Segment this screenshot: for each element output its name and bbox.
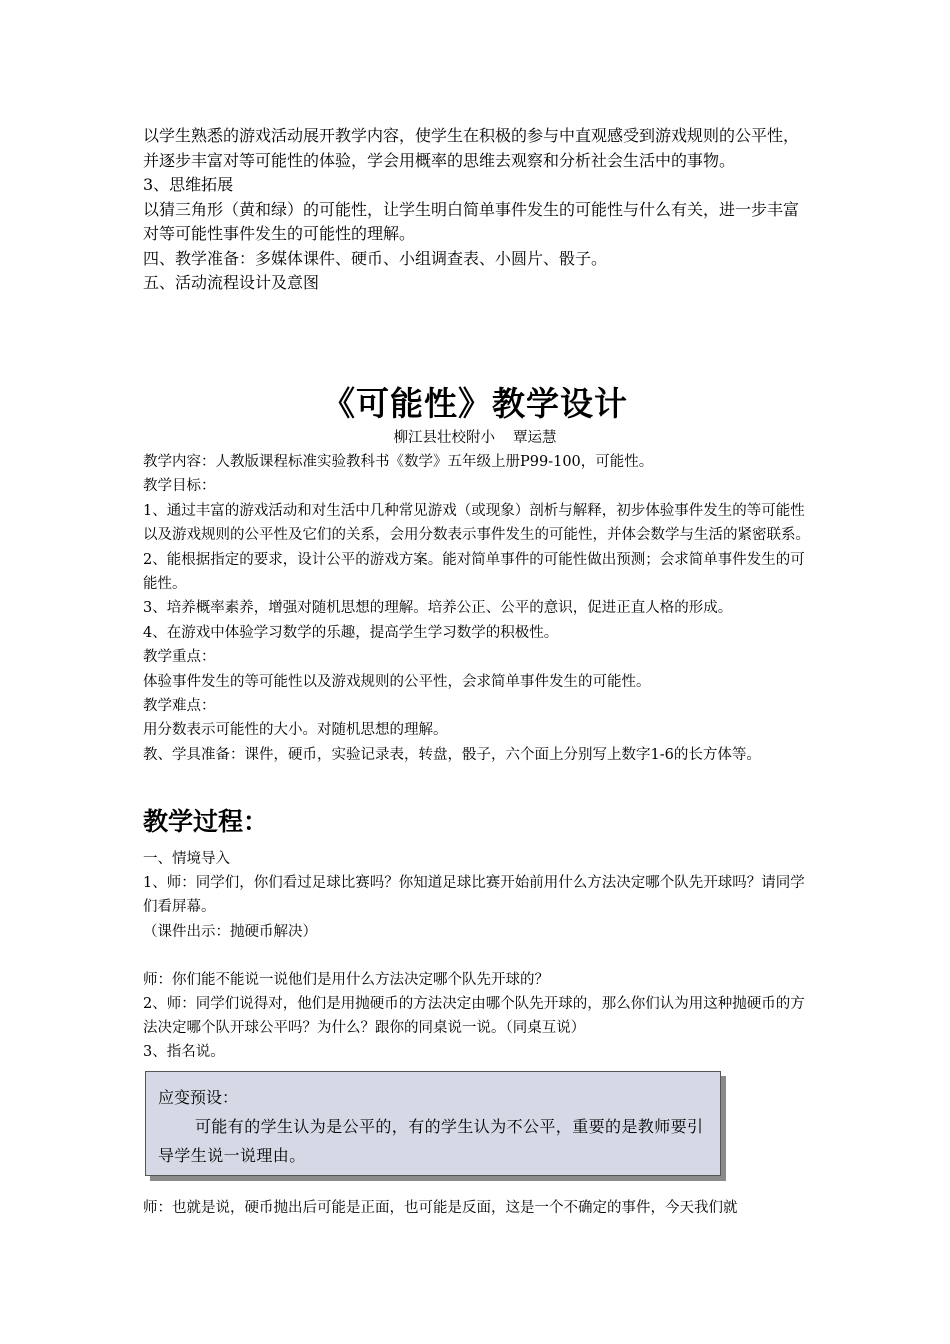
paragraph: 四、教学准备：多媒体课件、硬币、小组调查表、小圆片、骰子。 bbox=[143, 248, 608, 268]
author-school: 柳江县壮校附小 bbox=[393, 430, 495, 446]
paragraph: 教学难点： bbox=[143, 698, 216, 715]
paragraph: 3、思维拓展 bbox=[143, 175, 234, 194]
paragraph: 用分数表示可能性的大小。对随机思想的理解。 bbox=[143, 722, 448, 739]
author-line bbox=[0, 426, 950, 447]
paragraph: 教学目标： bbox=[143, 478, 216, 495]
paragraph: 2、能根据指定的要求，设计公平的游戏方案。能对简单事件的可能性做出预测；会求简单事件发生的可能性。 bbox=[143, 551, 805, 593]
callout-text: 可能有的学生认为是公平的，有的学生认为不公平，重要的是教师要引导学生说一说理由。 bbox=[158, 1117, 704, 1165]
callout-box bbox=[145, 1071, 721, 1176]
paragraph: 2、师：同学们说得对，他们是用抛硬币的方法决定由哪个队先开球的，那么你们认为用这种抛硬币的方法决定哪个队开球公平吗？为什么？跟你的同桌说一说。（同桌互说） bbox=[143, 996, 805, 1037]
blank-line bbox=[143, 944, 811, 968]
paragraph: 一、情境导入 bbox=[143, 851, 230, 867]
paragraph: 1、通过丰富的游戏活动和对生活中几种常见游戏（或现象）剖析与解释，初步体验事件发生的等可能性以及游戏规则的公平性及它们的关系，会用分数表示事件发生的可能性，并体会数学与生活的紧密联系。 bbox=[143, 502, 810, 544]
paragraph: 师：你们能不能说一说他们是用什么方法决定哪个队先开球的？ bbox=[143, 971, 549, 988]
paragraph: 教学重点： bbox=[143, 649, 216, 666]
document-title: 《可能性》教学设计 bbox=[322, 384, 628, 423]
intro-section bbox=[143, 124, 809, 296]
paragraph: 以学生熟悉的游戏活动展开教学内容，使学生在积极的参与中直观感受到游戏规则的公平性，并逐步丰富对等可能性的体验，学会用概率的思维去观察和分析社会生活中的事物。 bbox=[143, 126, 800, 170]
paragraph: 体验事件发生的等可能性以及游戏规则的公平性，会求简单事件发生的可能性。 bbox=[143, 673, 651, 690]
process-section bbox=[143, 847, 811, 1065]
paragraph: 以猜三角形（黄和绿）的可能性，让学生明白简单事件发生的可能性与什么有关，进一步丰富对等可能性事件发生的可能性的理解。 bbox=[143, 199, 800, 243]
author-name: 覃运慧 bbox=[513, 430, 557, 446]
paragraph: 1、师：同学们，你们看过足球比赛吗？你知道足球比赛开始前用什么方法决定哪个队先开球吗？请同学们看屏幕。 bbox=[143, 875, 805, 916]
paragraph: 教、学具准备：课件，硬币，实验记录表，转盘，骰子，六个面上分别写上数字1-6的长方体等。 bbox=[143, 746, 761, 763]
process-heading: 教学过程： bbox=[143, 807, 269, 836]
paragraph: 4、在游戏中体验学习数学的乐趣，提高学生学习数学的积极性。 bbox=[143, 624, 559, 641]
paragraph: 3、指名说。 bbox=[143, 1044, 225, 1061]
lesson-overview bbox=[143, 450, 813, 767]
callout-label: 应变预设： bbox=[158, 1088, 239, 1107]
paragraph: 教学内容：人教版课程标准实验教科书《数学》五年级上册P99-100，可能性。 bbox=[143, 454, 654, 470]
paragraph: 3、培养概率素养，增强对随机思想的理解。培养公正、公平的意识，促进正直人格的形成。 bbox=[143, 600, 733, 617]
paragraph: 师：也就是说，硬币抛出后可能是正面，也可能是反面，这是一个不确定的事件，今天我们就 bbox=[143, 1200, 738, 1216]
paragraph: （课件出示：抛硬币解决） bbox=[143, 923, 317, 940]
paragraph: 五、活动流程设计及意图 bbox=[143, 273, 320, 292]
